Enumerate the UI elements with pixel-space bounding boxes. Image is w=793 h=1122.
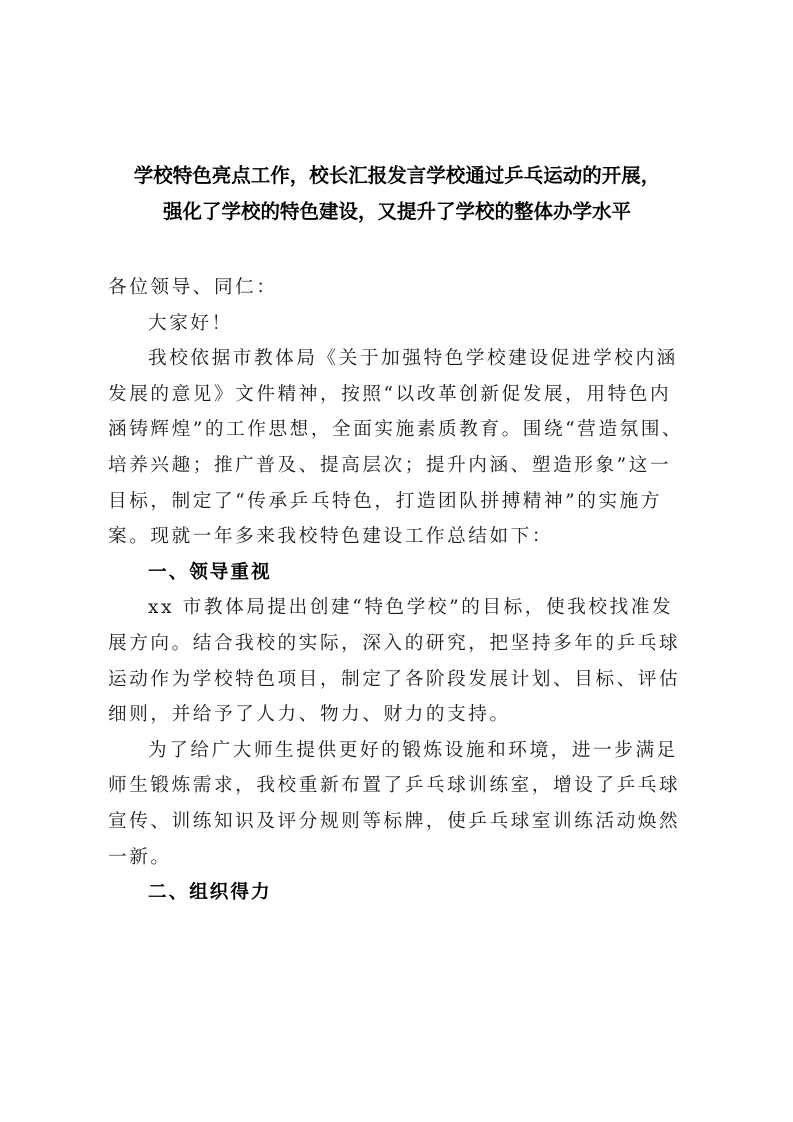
section-heading-1: 一、领导重视 <box>148 561 272 583</box>
paragraph-line: 发展的意见》文件精神，按照“以改革创新促发展，用特色内 <box>108 383 672 405</box>
intro-paragraph <box>108 341 688 555</box>
section-1-paragraph-1 <box>108 590 688 732</box>
title-line-2: 强化了学校的特色建设，又提升了学校的整体办学水平 <box>162 200 631 223</box>
paragraph-line: 运动作为学校特色项目，制定了各阶段发展计划、目标、评估 <box>108 668 681 690</box>
paragraph-line: 目标，制定了“传承乒乓特色，打造团队拼搏精神”的实施方 <box>108 490 663 512</box>
section-1-paragraph-2 <box>108 733 688 875</box>
paragraph-line: 宣传、训练知识及评分规则等标牌，使乒乓球室训练活动焕然 <box>108 810 681 832</box>
paragraph-line: 为了给广大师生提供更好的锻炼设施和环境，进一步满足 <box>148 739 678 761</box>
salutation: 各位领导、同仁： <box>108 277 278 298</box>
document-body <box>108 270 688 911</box>
greeting: 大家好！ <box>148 312 233 334</box>
paragraph-line: 展方向。结合我校的实际，深入的研究，把坚持多年的乒乓球 <box>108 632 681 654</box>
paragraph-line: 培养兴趣；推广普及、提高层次；提升内涵、塑造形象”这一 <box>108 454 672 476</box>
document-title <box>100 158 694 230</box>
paragraph-line: 案。现就一年多来我校特色建设工作总结如下： <box>108 526 554 548</box>
paragraph-line: 一新。 <box>108 846 172 868</box>
section-heading-2: 二、组织得力 <box>148 882 272 904</box>
paragraph-line: 细则，并给予了人力、物力、财力的支持。 <box>108 704 511 726</box>
title-line-1: 学校特色亮点工作，校长汇报发言学校通过乒乓运动的开展， <box>133 164 661 187</box>
paragraph-line: xx 市教体局提出创建“特色学校”的目标，使我校找准发 <box>148 597 674 619</box>
paragraph-line: 涵铸辉煌”的工作思想，全面实施素质教育。围绕“营造氛围、 <box>108 419 684 441</box>
paragraph-line: 师生锻炼需求，我校重新布置了乒乓球训练室，增设了乒乓球 <box>108 775 681 797</box>
paragraph-line: 我校依据市教体局《关于加强特色学校建设促进学校内涵 <box>148 348 678 370</box>
